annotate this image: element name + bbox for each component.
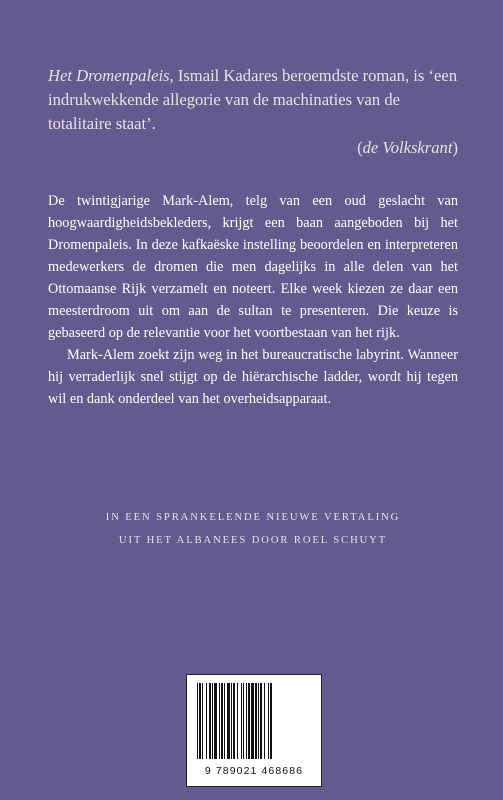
barcode-bar — [209, 683, 211, 759]
book-title: Het Dromenpaleis — [48, 66, 170, 85]
barcode-bar — [221, 683, 223, 759]
quote-source-name: de Volkskrant — [362, 138, 453, 157]
isbn-barcode — [186, 674, 322, 787]
barcode-bar — [227, 683, 230, 759]
barcode-bar — [248, 683, 250, 759]
isbn-number: 9 789021 468686 — [204, 765, 304, 777]
barcode-bars — [187, 675, 321, 765]
quote-text — [48, 64, 458, 136]
barcode-bar — [258, 683, 259, 759]
barcode-bar — [206, 683, 207, 759]
quote-source-close: ) — [452, 138, 458, 157]
barcode-bar — [233, 683, 235, 759]
translation-note-line-2: UIT HET ALBANEES DOOR ROEL SCHUYT — [118, 535, 388, 546]
blurb-paragraph-1: De twintigjarige Mark-Alem, telg van een oud geslacht van hoogwaardigheidsbekleders, krijgt een baan aangeboden bij het Dromenpaleis. In deze kafkaëske instelling beoordelen en interpreteren medewerkers de dromen die men dagelijks in alle delen van het Ottomaanse Rijk verzamelt en noteert. Elke week kiezen ze daar een meesterdroom uit om aan de sultan te presenteren. Die keuze is gebaseerd op de relevantie voor het voortbestaan van het rijk. — [48, 193, 458, 341]
barcode-bar — [219, 683, 220, 759]
barcode-bar — [224, 683, 225, 759]
quote-source-open: ( — [357, 138, 363, 157]
translation-note — [48, 506, 458, 552]
translation-note-line-1: IN EEN SPRANKELENDE NIEUWE VERTALING — [105, 512, 401, 523]
book-blurb — [48, 190, 458, 410]
barcode-bar — [231, 683, 232, 759]
barcode-bar — [197, 683, 198, 759]
barcode-bar — [202, 683, 203, 759]
barcode-bar — [246, 683, 247, 759]
barcode-bar — [270, 683, 272, 759]
barcode-bar — [255, 683, 257, 759]
barcode-bar — [264, 683, 265, 759]
review-quote — [48, 64, 458, 160]
barcode-bar — [268, 683, 269, 759]
barcode-bar — [237, 683, 238, 759]
barcode-bar — [199, 683, 201, 759]
barcode-bar — [212, 683, 213, 759]
quote-body: , Ismail Kadares beroemdste roman, is ‘een indrukwekkende allegorie van de machinaties van de totalitaire staat’. — [48, 66, 458, 133]
barcode-bar — [241, 683, 242, 759]
quote-source — [48, 136, 458, 160]
barcode-bar — [214, 683, 217, 759]
barcode-bar — [243, 683, 244, 759]
blurb-paragraph-2: Mark-Alem zoekt zijn weg in het bureaucratische labyrint. Wanneer hij verraderlijk snel stijgt op de hiërarchische ladder, wordt hij tegen wil en dank onderdeel van het overheidsapparaat. — [48, 347, 458, 407]
barcode-bar — [251, 683, 254, 759]
barcode-bar — [260, 683, 262, 759]
